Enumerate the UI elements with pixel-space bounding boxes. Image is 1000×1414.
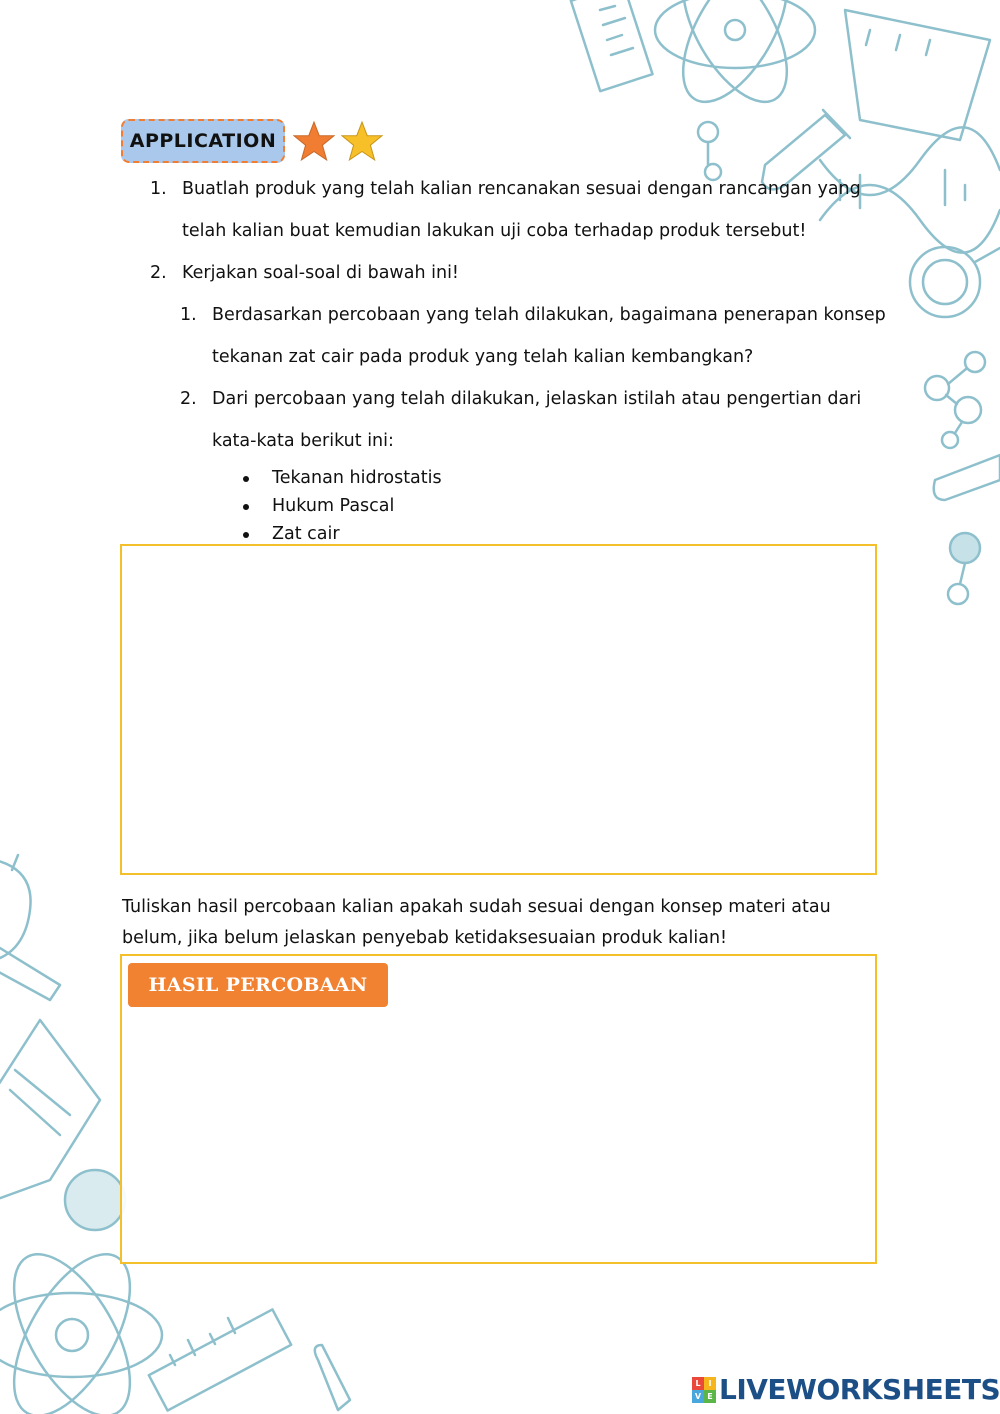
star-icon — [341, 120, 383, 162]
molecule-icon — [925, 352, 985, 448]
logo-mark-icon — [692, 1377, 716, 1403]
item-number: 1. — [180, 305, 197, 325]
instruction-text: Tuliskan hasil percobaan kalian apakah sudah sesuai dengan konsep materi atau belum, jika belum jelaskan penyebab ketidaksesuaian produk kalian! — [122, 897, 831, 948]
liveworksheets-logo — [692, 1373, 1000, 1406]
beaker-icon — [845, 10, 990, 140]
star-icon — [293, 120, 335, 162]
application-badge: APPLICATION — [121, 119, 285, 163]
item-text: Kerjakan soal-soal di bawah ini! — [182, 263, 459, 283]
logo-text: LIVEWORKSHEETS — [719, 1373, 1000, 1406]
question-item — [180, 378, 890, 462]
test-tube-icon — [934, 455, 1000, 500]
term-list — [240, 464, 890, 548]
list-item: Zat cair — [240, 520, 890, 548]
flask-icon — [65, 1170, 125, 1230]
logo-letter: L — [692, 1377, 704, 1390]
logo-letter: V — [692, 1390, 704, 1403]
section-header — [121, 117, 383, 165]
question-item — [180, 294, 890, 378]
item-number: 2. — [180, 389, 197, 409]
list-item: Hukum Pascal — [240, 492, 890, 520]
item-number: 1. — [150, 179, 167, 199]
task-item — [150, 252, 890, 294]
question-list — [180, 294, 890, 462]
book-icon — [0, 1020, 100, 1200]
logo-letter: I — [704, 1377, 716, 1390]
result-answer-textbox[interactable] — [120, 954, 877, 1264]
molecule-icon — [948, 533, 980, 604]
task-item — [150, 168, 890, 252]
atom-icon — [655, 0, 815, 118]
task-list — [150, 168, 890, 548]
ruler-icon — [149, 1309, 291, 1410]
answer-textbox[interactable] — [120, 544, 877, 875]
flask-icon — [0, 855, 31, 960]
item-text: Dari percobaan yang telah dilakukan, jelaskan istilah atau pengertian dari kata-kata berikut ini: — [212, 389, 862, 451]
flask-icon — [910, 247, 1000, 317]
list-item: Tekanan hidrostatis — [240, 464, 890, 492]
test-tube-icon — [0, 945, 60, 1000]
test-tube-icon — [315, 1345, 350, 1410]
ruler-icon — [571, 0, 653, 91]
result-label: HASIL PERCOBAAN — [128, 963, 388, 1007]
item-text: Buatlah produk yang telah kalian rencanakan sesuai dengan rancangan yang telah kalian buat kemudian lakukan uji coba terhadap produk tersebut! — [182, 179, 861, 241]
item-text: Berdasarkan percobaan yang telah dilakukan, bagaimana penerapan konsep tekanan zat cair pada produk yang telah kalian kembangkan? — [212, 305, 886, 367]
item-number: 2. — [150, 263, 167, 283]
logo-letter: E — [704, 1390, 716, 1403]
